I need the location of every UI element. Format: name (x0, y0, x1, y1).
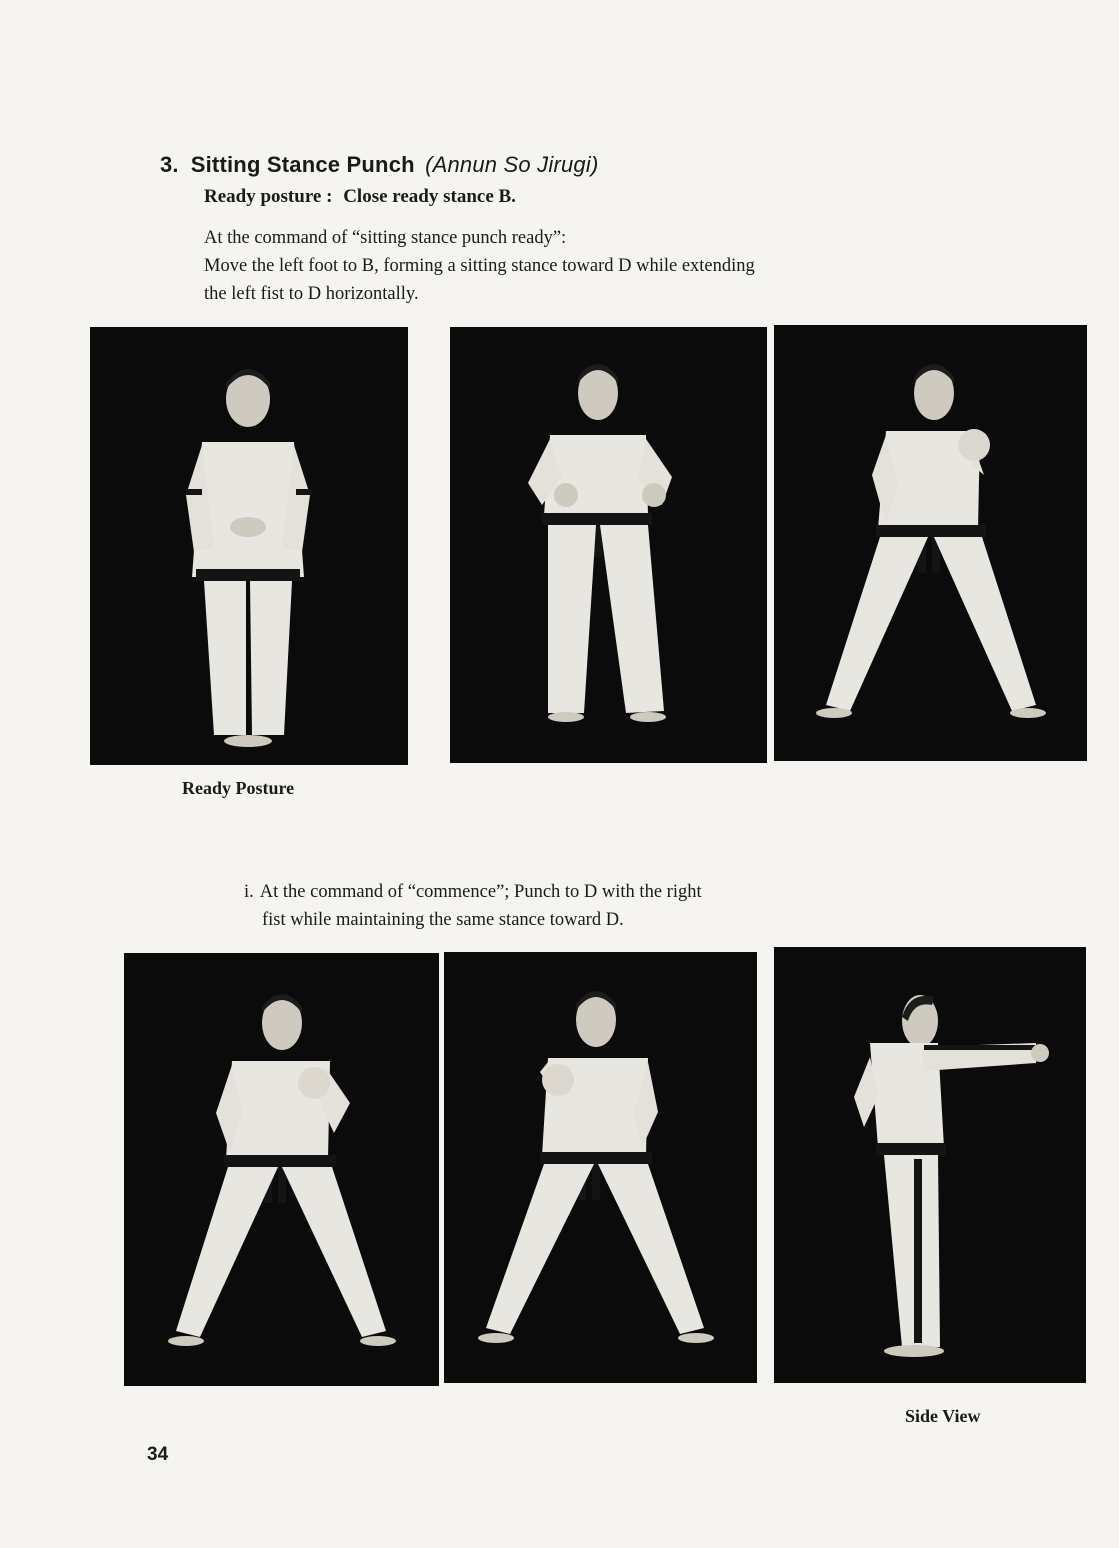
ready-posture-label: Ready posture : (204, 186, 333, 207)
section-title: Sitting Stance Punch (190, 152, 415, 177)
ready-posture-line (204, 186, 516, 208)
intro-line-2: Move the left foot to B, forming a sitting stance toward D while extending (204, 256, 755, 276)
intro-line-3: the left fist to D horizontally. (204, 284, 419, 304)
step-i-line-1: At the command of “commence”; Punch to D with the right (259, 882, 702, 902)
caption-side-view: Side View (905, 1406, 981, 1426)
photo-sitting-stance-ready-front (450, 327, 767, 763)
ready-posture-value: Close ready stance B. (343, 186, 516, 207)
figure-sitting-stance-ready-front (450, 327, 767, 763)
photo-punch-right-fist-front (124, 953, 439, 1386)
photo-ready-posture (90, 327, 408, 765)
step-i-instructions (244, 878, 944, 934)
figure-punch-right-fist-front-alt (444, 952, 757, 1383)
figure-ready-posture (90, 327, 408, 765)
figure-punch-right-fist-front (124, 953, 439, 1386)
section-korean-title: (Annun So Jirugi) (425, 152, 599, 177)
caption-ready-posture: Ready Posture (182, 778, 295, 798)
page-number: 34 (147, 1444, 169, 1465)
section-number: 3. (160, 152, 179, 177)
step-i-marker: i. (244, 882, 254, 902)
step-i-line-2: fist while maintaining the same stance toward D. (262, 910, 624, 930)
photo-punch-side-view (774, 947, 1086, 1383)
section-heading (160, 152, 598, 178)
intro-instructions (204, 224, 1004, 308)
figure-sitting-stance-left-fist-extended (774, 325, 1087, 761)
intro-line-1: At the command of “sitting stance punch ready”: (204, 228, 567, 248)
photo-sitting-stance-left-fist-extended (774, 325, 1087, 761)
figure-punch-side-view (774, 947, 1086, 1383)
photo-punch-right-fist-front-alt (444, 952, 757, 1383)
